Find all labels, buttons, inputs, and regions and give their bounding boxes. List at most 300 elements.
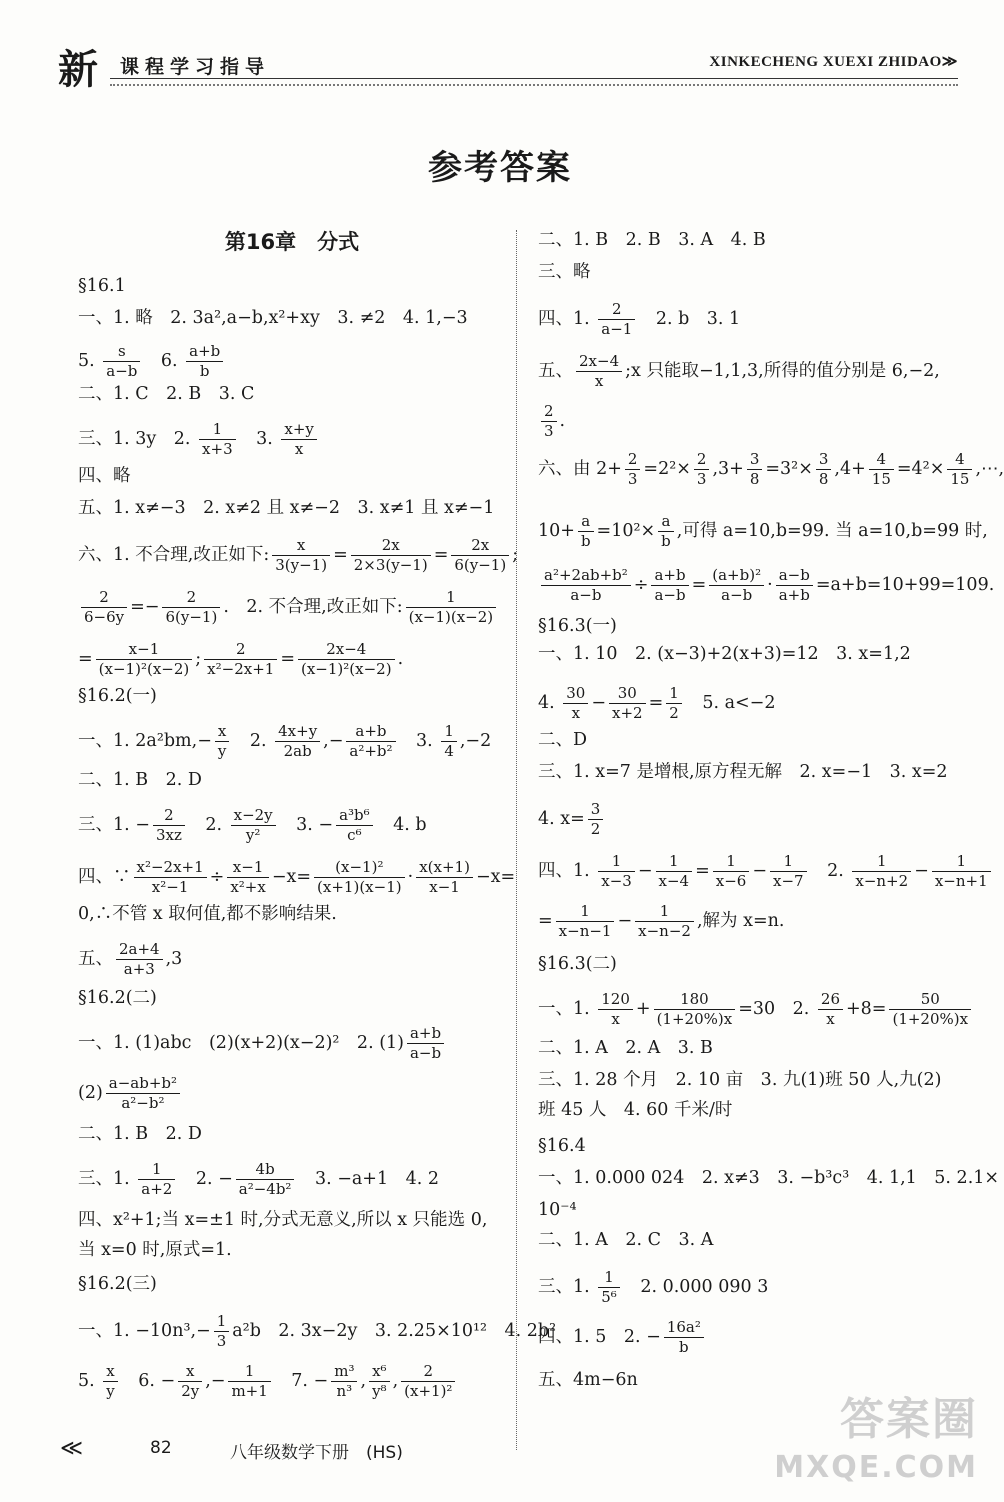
denominator: x <box>826 1010 835 1028</box>
answer-text: 四、∵ <box>78 867 131 887</box>
denominator: a−b <box>409 1044 442 1062</box>
fraction <box>932 852 991 891</box>
answer-text: §16.4 <box>538 1136 586 1156</box>
denominator: x−n+2 <box>855 872 909 890</box>
numerator: 180 <box>654 990 736 1010</box>
fraction <box>351 536 431 575</box>
header-dotted-rule <box>110 84 958 86</box>
answer-text: = <box>648 693 664 713</box>
denominator: 3 <box>627 470 638 488</box>
fraction <box>214 1312 230 1351</box>
numerator: a³b⁶ <box>336 806 373 826</box>
answer-text: 三、1. <box>78 1169 136 1189</box>
answer-text: − <box>591 693 607 713</box>
numerator: x <box>103 1362 117 1382</box>
numerator: 2 <box>162 588 220 608</box>
fraction <box>106 1074 180 1113</box>
numerator: 3 <box>747 450 763 470</box>
fraction <box>776 566 813 605</box>
numerator: 16a² <box>664 1318 704 1338</box>
answer-line <box>78 902 337 926</box>
answer-line <box>78 420 320 459</box>
answer-line <box>538 852 994 891</box>
numerator: 4b <box>236 1160 295 1180</box>
numerator: 4 <box>869 450 894 470</box>
fraction <box>541 566 631 605</box>
denominator: 15 <box>871 470 891 488</box>
numerator: 1 <box>406 588 497 608</box>
answer-text: − <box>752 861 768 881</box>
answer-text: 6. <box>143 351 184 371</box>
fraction <box>625 450 641 489</box>
denominator: b <box>199 362 210 380</box>
answer-text: . <box>559 411 566 431</box>
answer-text: 7. − <box>273 1371 329 1391</box>
fraction <box>162 588 220 627</box>
numerator: 2 <box>598 300 635 320</box>
answer-text: ÷ <box>633 575 649 595</box>
answer-text: 二、1. B 2. D <box>78 770 202 790</box>
numerator: (x−1)² <box>314 858 405 878</box>
answer-text: (2) <box>78 1083 103 1103</box>
answer-text: =30 2. <box>738 999 815 1019</box>
denominator: a+b <box>778 586 810 604</box>
fraction <box>346 722 395 761</box>
fraction <box>236 1160 295 1199</box>
numerator: a+b <box>346 722 395 742</box>
denominator: x <box>571 704 581 722</box>
answer-text: 0,∴不管 x 取何值,都不影响结果. <box>78 904 337 924</box>
denominator: (x+1)(x−1) <box>317 878 402 896</box>
answer-text: ,⋯, <box>975 459 1004 479</box>
denominator: b <box>661 532 671 550</box>
numerator: 1 <box>138 1160 175 1180</box>
header-cn-title: 课程学习指导 <box>120 56 271 78</box>
answer-line <box>538 1068 941 1092</box>
answer-text: 4. <box>538 693 561 713</box>
answer-text: §16.2(三) <box>78 1274 157 1294</box>
answer-text: 二、1. A 2. A 3. B <box>538 1038 713 1058</box>
answer-text: 四、1. 5 2. − <box>538 1327 661 1347</box>
answer-line <box>538 902 784 941</box>
fraction <box>818 990 843 1029</box>
answer-text: 三、1. 3y 2. <box>78 429 197 449</box>
answer-text: §16.2(一) <box>78 686 157 706</box>
fraction <box>228 1362 270 1401</box>
denominator: x−n+1 <box>934 872 988 890</box>
answer-text: 班 45 人 4. 60 千米/时 <box>538 1100 733 1120</box>
answer-line <box>78 1122 202 1146</box>
numerator: x−1 <box>227 858 269 878</box>
denominator: a²−b² <box>121 1094 165 1112</box>
fraction <box>852 852 911 891</box>
numerator: 2x−4 <box>298 640 395 660</box>
numerator: 1 <box>199 420 236 440</box>
denominator: 15 <box>950 470 970 488</box>
numerator: 2 <box>625 450 641 470</box>
denominator: (x−1)²(x−2) <box>98 660 190 678</box>
running-header <box>58 38 958 98</box>
answer-line <box>538 566 994 605</box>
denominator: x−4 <box>658 872 690 890</box>
denominator: 3 <box>544 422 554 440</box>
answer-text: ,3+ <box>712 459 744 479</box>
denominator: 3 <box>216 1332 227 1350</box>
fraction <box>709 566 764 605</box>
answer-text: 3. <box>398 731 439 751</box>
answer-line <box>78 1208 487 1232</box>
denominator: a²−4b² <box>238 1180 292 1198</box>
fraction <box>656 852 693 891</box>
denominator: 8 <box>749 470 760 488</box>
fraction <box>563 684 588 723</box>
answer-text: , <box>392 1371 399 1391</box>
numerator: 1 <box>770 852 807 872</box>
denominator: x <box>294 440 304 458</box>
denominator: x <box>611 1010 620 1028</box>
answer-text: a²b 2. 3x−2y 3. 2.25×10¹² 4. 2b² <box>232 1321 557 1341</box>
fraction <box>635 902 694 941</box>
answer-text: 四、x²+1;当 x=±1 时,分式无意义,所以 x 只能选 0, <box>78 1210 488 1230</box>
fraction <box>407 1024 444 1063</box>
denominator: 6(y−1) <box>454 556 507 574</box>
answer-text: 5. a<−2 <box>684 693 776 713</box>
fraction <box>598 300 635 339</box>
numerator: 2x <box>351 536 431 556</box>
fraction <box>869 450 894 489</box>
numerator: x <box>178 1362 202 1382</box>
answer-text: =3²× <box>765 459 813 479</box>
answer-line <box>538 1166 999 1190</box>
answer-line <box>78 1160 439 1199</box>
fraction <box>578 512 594 551</box>
answer-text: 一、1. 2a²bm,− <box>78 731 212 751</box>
watermark-url: MXQE.COM <box>774 1450 978 1485</box>
denominator: a−b <box>106 362 138 380</box>
numerator: 2 <box>401 1362 455 1382</box>
denominator: y <box>217 742 227 760</box>
answer-text: 一、1. (1)abc (2)(x+2)(x−2)² 2. (1) <box>78 1033 404 1053</box>
answer-line <box>538 300 740 339</box>
answer-text: ,−2 <box>459 731 492 751</box>
answer-text: 5. <box>78 1371 101 1391</box>
numerator: 2x <box>451 536 509 556</box>
fraction <box>947 450 972 489</box>
fraction <box>401 1362 455 1401</box>
numerator: 2 <box>694 450 710 470</box>
denominator: x²−2x+1 <box>207 660 275 678</box>
answer-text: 四、1. <box>538 309 596 329</box>
answer-text: = <box>691 575 707 595</box>
fraction <box>713 852 750 891</box>
denominator: (1+20%)x <box>656 1010 733 1028</box>
page-footer <box>60 1438 480 1468</box>
answer-line <box>538 1368 638 1392</box>
answer-text: − <box>637 861 653 881</box>
answer-text: §16.3(二) <box>538 954 617 974</box>
answer-line <box>78 1238 232 1262</box>
denominator: a−b <box>721 586 753 604</box>
answer-text: = <box>538 911 553 931</box>
answer-line <box>78 342 226 381</box>
answer-text: ,4+ <box>834 459 866 479</box>
numerator: x(x+1) <box>416 858 473 878</box>
answer-text: 五、4m−6n <box>538 1370 638 1390</box>
denominator: x <box>594 372 604 390</box>
answer-line <box>78 858 515 897</box>
answer-line <box>78 1312 556 1351</box>
answer-text: 6. − <box>120 1371 176 1391</box>
answer-text: 一、1. 0.000 024 2. x≠3 3. −b³c³ 4. 1,1 5. 2.1× <box>538 1168 1000 1188</box>
chapter-heading: 第16章 分式 <box>224 230 360 254</box>
answer-text: 2. <box>187 815 228 835</box>
numerator: 1 <box>635 902 694 922</box>
answer-line <box>78 536 518 575</box>
answer-text: ,3 <box>165 949 183 969</box>
fraction <box>81 588 127 627</box>
numerator: a+b <box>651 566 688 586</box>
answer-line <box>78 940 182 979</box>
header-rule <box>110 78 958 79</box>
answer-text: 二、1. B 2. B 3. A 4. B <box>538 230 766 250</box>
answer-text: 二、1. A 2. C 3. A <box>538 1230 714 1250</box>
numerator: x <box>272 536 330 556</box>
answer-text: ; <box>512 545 519 565</box>
answer-line <box>538 402 565 441</box>
answer-text: =4²× <box>896 459 945 479</box>
answer-text: 2. b 3. 1 <box>638 309 741 329</box>
answer-line <box>78 496 494 520</box>
answer-line <box>538 800 606 839</box>
numerator: 1 <box>713 852 750 872</box>
fraction <box>588 800 604 839</box>
denominator: 3 <box>696 470 707 488</box>
denominator: 2×3(y−1) <box>353 556 428 574</box>
answer-line <box>538 1198 577 1222</box>
denominator: b <box>679 1338 689 1356</box>
answer-line <box>538 990 974 1029</box>
fraction <box>576 352 622 391</box>
fraction <box>556 902 615 941</box>
answer-line <box>538 352 940 391</box>
fraction <box>298 640 395 679</box>
numerator: 4x+y <box>275 722 320 742</box>
answer-line <box>538 760 948 784</box>
answer-line <box>538 1134 586 1158</box>
answer-line <box>78 684 157 708</box>
fraction <box>609 684 646 723</box>
numerator: 1 <box>214 1312 230 1332</box>
answer-text: 三、1. − <box>78 815 150 835</box>
answer-text: 当 x=0 时,原式=1. <box>78 1240 232 1260</box>
answer-text: 一、1. −10n³,− <box>78 1321 211 1341</box>
answer-text: 3. −a+1 4. 2 <box>297 1169 439 1189</box>
fraction <box>598 1268 620 1307</box>
denominator: x²−1 <box>151 878 189 896</box>
denominator: (x−1)²(x−2) <box>300 660 392 678</box>
numerator: x <box>215 722 229 742</box>
answer-text: 一、1. 略 2. 3a²,a−b,x²+xy 3. ≠2 4. 1,−3 <box>78 308 468 328</box>
answer-text: 4. b <box>375 815 427 835</box>
answer-line <box>538 450 1004 489</box>
numerator: 30 <box>609 684 646 704</box>
denominator: 2 <box>590 820 601 838</box>
numerator: 1 <box>598 1268 620 1288</box>
denominator: 3(y−1) <box>275 556 328 574</box>
answer-line <box>78 806 427 845</box>
denominator: a+2 <box>141 1180 173 1198</box>
answer-text: =2²× <box>643 459 691 479</box>
answer-line <box>538 614 617 638</box>
numerator: 4 <box>947 450 972 470</box>
numerator: 1 <box>656 852 693 872</box>
answer-line <box>538 952 617 976</box>
answer-line <box>538 1036 713 1060</box>
answer-line <box>78 640 403 679</box>
answer-text: · <box>407 867 414 887</box>
fraction <box>153 806 185 845</box>
answer-text: 4. x= <box>538 809 585 829</box>
denominator: x−3 <box>601 872 632 890</box>
numerator: 120 <box>598 990 633 1010</box>
numerator: 1 <box>441 722 457 742</box>
fraction <box>369 1362 390 1401</box>
answer-text: ; <box>195 649 202 669</box>
denominator: y² <box>245 826 261 844</box>
denominator: x−n−2 <box>638 922 691 940</box>
answer-text: 2. − <box>178 1169 233 1189</box>
page-number: 82 <box>150 1438 172 1458</box>
fraction <box>747 450 763 489</box>
answer-text: ,− <box>205 1371 226 1391</box>
answer-text: = <box>695 861 710 881</box>
denominator: x+2 <box>612 704 643 722</box>
answer-line <box>538 642 911 666</box>
denominator: 2 <box>669 704 679 722</box>
fraction <box>598 990 633 1029</box>
numerator: a−ab+b² <box>106 1074 180 1094</box>
denominator: a−1 <box>601 320 633 338</box>
fraction <box>416 858 473 897</box>
book-title: 八年级数学下册 (HS) <box>230 1443 403 1463</box>
answer-line <box>538 228 766 252</box>
numerator: 1 <box>556 902 615 922</box>
answer-line <box>538 260 591 284</box>
fraction <box>272 536 330 575</box>
numerator: 2 <box>153 806 185 826</box>
answer-text: 2. 0.000 090 3 <box>622 1277 769 1297</box>
denominator: x²+x <box>230 878 266 896</box>
answer-text: − <box>914 861 929 881</box>
fraction <box>103 1362 117 1401</box>
answer-text: 三、1. 28 个月 2. 10 亩 3. 九(1)班 50 人,九(2) <box>538 1070 942 1090</box>
numerator: 2 <box>81 588 127 608</box>
answer-text: 五、 <box>78 949 113 969</box>
answer-line <box>78 274 126 298</box>
denominator: b <box>580 532 591 550</box>
numerator: a−b <box>776 566 813 586</box>
fraction <box>204 640 277 679</box>
numerator: x⁶ <box>369 1362 390 1382</box>
answer-text: 五、1. x≠−3 2. x≠2 且 x≠−2 3. x≠1 且 x≠−1 <box>78 498 495 518</box>
numerator: 1 <box>598 852 635 872</box>
answer-text: . 2. 不合理,改正如下: <box>223 597 403 617</box>
answer-line <box>538 512 988 551</box>
fraction <box>199 420 236 459</box>
denominator: 3xz <box>155 826 182 844</box>
answer-line <box>78 986 157 1010</box>
answer-text: −x= <box>271 867 312 887</box>
answer-text: 3. − <box>278 815 334 835</box>
denominator: 4 <box>444 742 454 760</box>
fraction <box>451 536 509 575</box>
answer-text: 二、D <box>538 730 588 750</box>
numerator: 50 <box>889 990 971 1010</box>
answer-text: 三、略 <box>538 262 591 282</box>
numerator: a+b <box>186 342 223 362</box>
answer-text: 10⁻⁴ <box>538 1200 577 1220</box>
answer-text: = <box>78 649 93 669</box>
numerator: 3 <box>588 800 604 820</box>
answer-text: 一、1. 10 2. (x−3)+2(x+3)=12 3. x=1,2 <box>538 644 911 664</box>
answer-line <box>538 1228 713 1252</box>
answer-text: 四、略 <box>78 466 131 486</box>
answer-line <box>78 1362 458 1401</box>
answer-text: =10²× <box>596 521 656 541</box>
answer-text: ,解为 x=n. <box>696 911 785 931</box>
answer-text: 五、 <box>538 361 573 381</box>
answer-text: = <box>280 649 295 669</box>
answer-text: 六、由 2+ <box>538 459 622 479</box>
fraction <box>336 806 373 845</box>
answer-text: 二、1. B 2. D <box>78 1124 202 1144</box>
answer-text: · <box>767 575 773 595</box>
denominator: x−7 <box>773 872 804 890</box>
numerator: 1 <box>228 1362 270 1382</box>
denominator: x−n−1 <box>558 922 612 940</box>
numerator: m³ <box>331 1362 357 1382</box>
fraction <box>96 640 193 679</box>
fraction <box>664 1318 704 1357</box>
answer-text: , <box>360 1371 367 1391</box>
fraction <box>281 420 317 459</box>
denominator: (1+20%)x <box>892 1010 969 1028</box>
answer-text: 5. <box>78 351 101 371</box>
answer-line <box>78 768 202 792</box>
answer-line <box>78 306 468 330</box>
denominator: x−1 <box>429 878 460 896</box>
fraction <box>134 858 207 897</box>
denominator: y <box>106 1382 115 1400</box>
denominator: c⁶ <box>347 826 362 844</box>
answer-line <box>538 1318 707 1357</box>
answer-line <box>538 728 587 752</box>
answer-text: = <box>333 545 348 565</box>
answer-text: 三、1. <box>538 1277 596 1297</box>
denominator: y⁸ <box>372 1382 387 1400</box>
answer-text: ÷ <box>209 867 225 887</box>
answer-line <box>538 684 775 723</box>
answer-text: 2. <box>232 731 273 751</box>
answer-line <box>78 588 499 627</box>
answer-text: 六、1. 不合理,改正如下: <box>78 545 270 565</box>
denominator: 2ab <box>283 742 312 760</box>
numerator: 2 <box>204 640 277 660</box>
answer-text: 三、1. x=7 是增根,原方程无解 2. x=−1 3. x=2 <box>538 762 948 782</box>
denominator: (x+1)² <box>404 1382 453 1400</box>
numerator: s <box>103 342 140 362</box>
fraction <box>103 342 140 381</box>
